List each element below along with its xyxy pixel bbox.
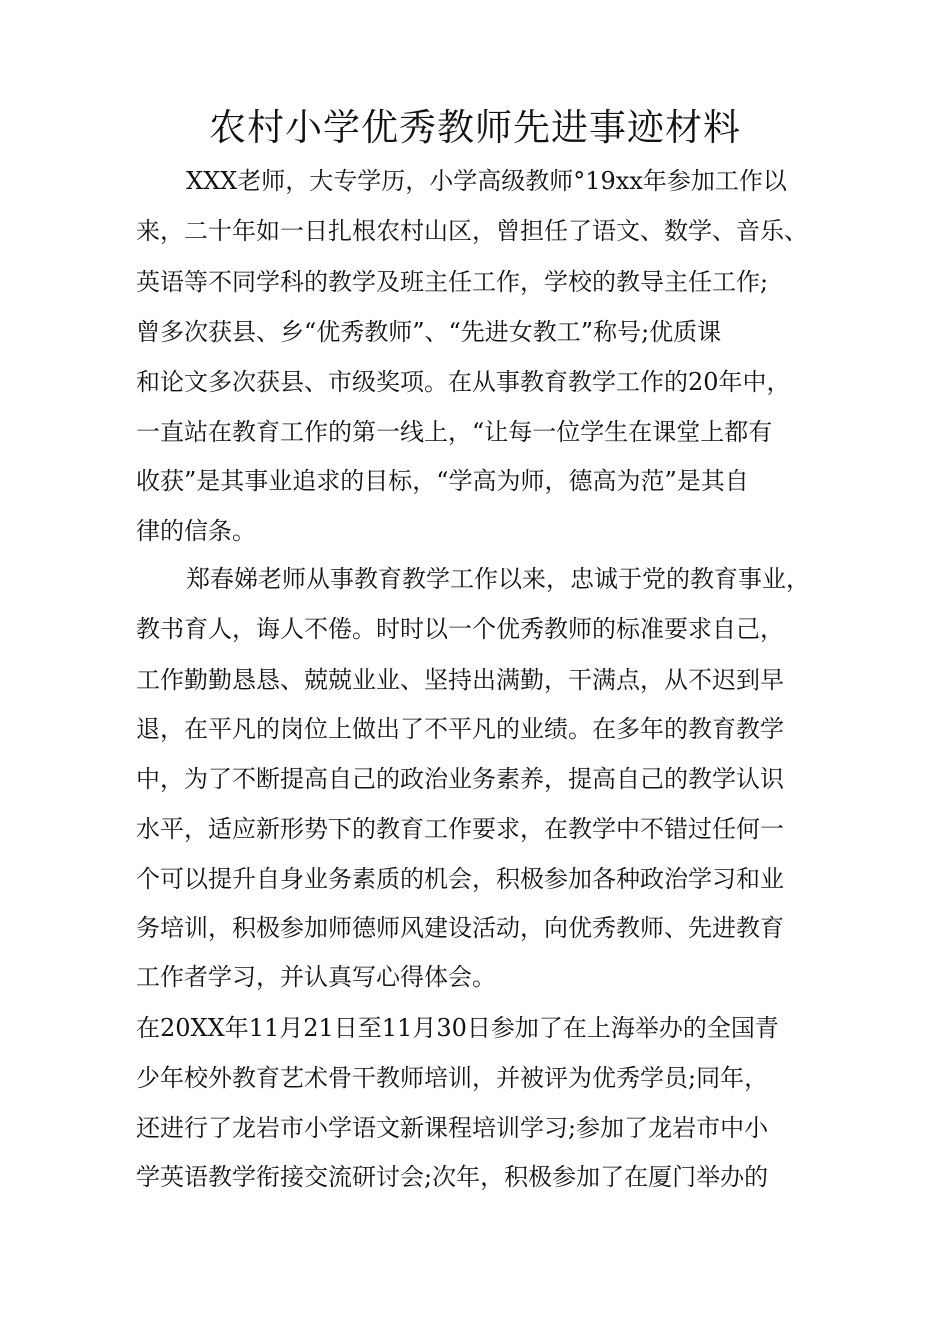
text-line-18: 在20XX年11月21日至11月30日参加了在上海举办的全国青	[136, 1014, 779, 1042]
text-line-9: 郑春娣老师从事教育教学工作以来，忠诚于党的教育事业，	[186, 565, 810, 593]
text-line-6: 一直站在教育工作的第一线上，“让每一位学生在课堂上都有	[136, 418, 773, 446]
document-title: 农村小学优秀教师先进事迹材料	[209, 106, 741, 149]
text-line-3: 英语等不同学科的教学及班主任工作，学校的教导主任工作;	[136, 268, 769, 296]
text-line-1: XXX老师，大专学历，小学高级教师°19xx年参加工作以	[186, 167, 787, 195]
text-line-15: 个可以提升自身业务素质的机会，积极参加各种政治学习和业	[136, 865, 784, 893]
text-line-20: 还进行了龙岩市小学语文新课程培训学习;参加了龙岩市中小	[136, 1114, 769, 1142]
text-line-13: 中，为了不断提高自己的政治业务素养，提高自己的教学认识	[136, 765, 784, 793]
text-line-11: 工作勤勤恳恳、兢兢业业、坚持出满勤，干满点，从不迟到早	[136, 666, 784, 694]
text-line-10: 教书育人，诲人不倦。时时以一个优秀教师的标准要求自己，	[136, 615, 784, 643]
text-line-21: 学英语教学衔接交流研讨会;次年，积极参加了在厦门举办的	[136, 1163, 769, 1191]
text-line-5: 和论文多次获县、市级奖项。在从事教育教学工作的20年中，	[136, 368, 791, 396]
text-line-14: 水平，适应新形势下的教育工作要求，在教学中不错过任何一	[136, 815, 784, 843]
text-line-16: 务培训，积极参加师德师风建设活动，向优秀教师、先进教育	[136, 914, 784, 942]
text-line-17: 工作者学习，并认真写心得体会。	[136, 963, 496, 991]
text-line-4: 曾多次获县、乡“优秀教师”、“先进女教工”称号;优质课	[136, 318, 722, 346]
text-line-7: 收获”是其事业追求的目标，“学高为师，德高为范”是其自	[136, 467, 749, 495]
text-line-8: 律的信条。	[136, 517, 256, 545]
text-line-19: 少年校外教育艺术骨干教师培训，并被评为优秀学员;同年，	[136, 1064, 769, 1092]
text-line-2: 来，二十年如一日扎根农村山区，曾担任了语文、数学、音乐、	[136, 217, 808, 245]
text-line-12: 退，在平凡的岗位上做出了不平凡的业绩。在多年的教育教学	[136, 715, 784, 743]
